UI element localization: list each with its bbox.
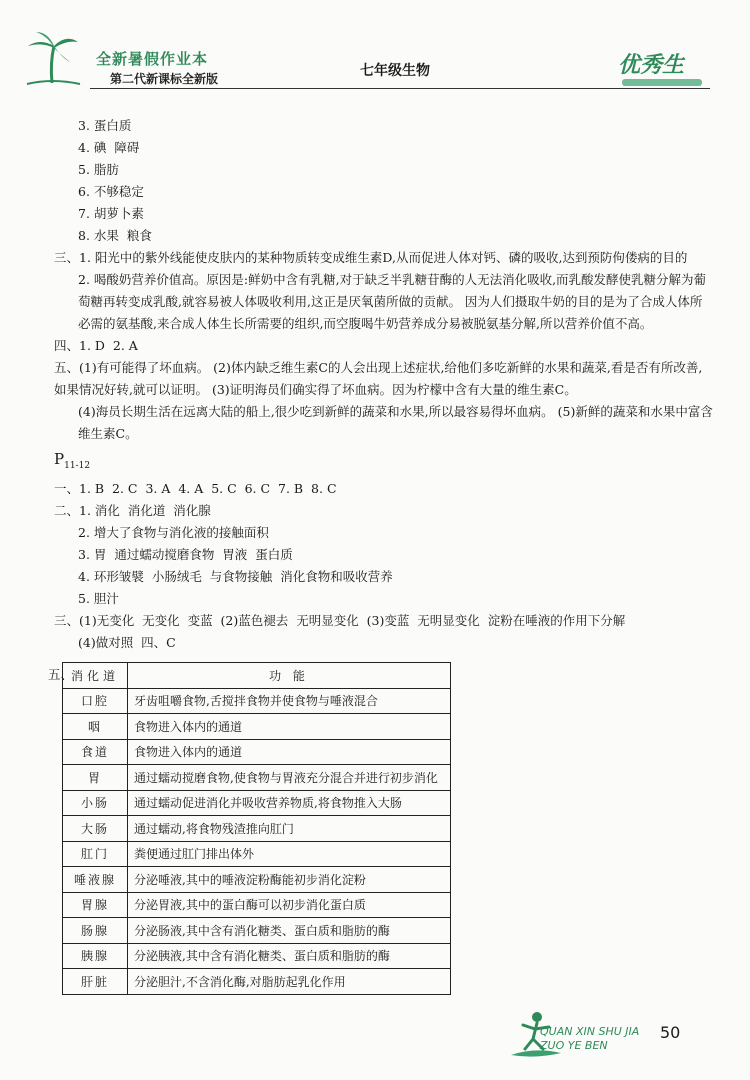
page-number: 50 bbox=[660, 1023, 681, 1042]
organ-cell: 肠腺 bbox=[63, 918, 128, 944]
footer-brand-line1: QUAN XIN SHU JIA bbox=[540, 1025, 640, 1038]
table-row bbox=[63, 688, 451, 714]
organ-cell: 咽 bbox=[63, 714, 128, 740]
answer-line: 2. 增大了食物与消化液的接触面积 bbox=[78, 525, 269, 540]
organ-cell: 食道 bbox=[63, 739, 128, 765]
table-row bbox=[63, 790, 451, 816]
answer-paragraph: 五、(1)有可能得了坏血病。 (2)体内缺乏维生素C的人会出现上述症状,给他们多吃新鲜的水果和蔬菜,看是否有所改善,如果情况好转,就可以证明。 (3)证明海员们确实得了坏血病。因为柠檬中含有大量的维生素C。 bbox=[54, 360, 703, 397]
function-cell: 分泌唾液,其中的唾液淀粉酶能初步消化淀粉 bbox=[128, 867, 451, 893]
function-cell: 通过蠕动搅磨食物,使食物与胃液充分混合并进行初步消化 bbox=[128, 765, 451, 791]
page-ref-range: 11-12 bbox=[64, 461, 91, 471]
organ-cell: 胃腺 bbox=[63, 892, 128, 918]
header-cell-organ: 消化道 bbox=[63, 663, 128, 689]
answer-line: 一、1. B 2. C 3. A 4. A 5. C 6. C 7. B 8. C bbox=[54, 481, 337, 496]
answer-paragraph: 2. 喝酸奶营养价值高。原因是:鲜奶中含有乳糖,对于缺乏半乳糖苷酶的人无法消化吸收,而乳酸发酵使乳糖分解为葡萄糖再转变成乳酸,就容易被人体吸收利用,这正是厌氧菌所做的贡献。 因为人们摄取牛奶的目的是为了合成人体所必需的氨基酸,来合成人体生长所需要的组织,而空腹喝牛奶营养成分易被脱氨基分解,所以营养价值不高。 bbox=[78, 272, 707, 331]
table-row bbox=[63, 765, 451, 791]
answer-line: 二、1. 消化 消化道 消化腺 bbox=[54, 503, 211, 518]
organ-cell: 口腔 bbox=[63, 688, 128, 714]
answer-line: 5. 胆汁 bbox=[78, 591, 119, 606]
table-row bbox=[63, 841, 451, 867]
function-cell: 分泌肠液,其中含有消化糖类、蛋白质和脂肪的酶 bbox=[128, 918, 451, 944]
function-cell: 通过蠕动促进消化并吸收营养物质,将食物推入大肠 bbox=[128, 790, 451, 816]
answer-line: 4. 碘 障碍 bbox=[78, 140, 140, 155]
answer-paragraph: (4)海员长期生活在远离大陆的船上,很少吃到新鲜的蔬菜和水果,所以最容易得坏血病。 (5)新鲜的蔬菜和水果中富含维生素C。 bbox=[78, 404, 713, 441]
table-header-row bbox=[63, 663, 451, 689]
organ-cell: 肝脏 bbox=[63, 969, 128, 995]
function-cell: 牙齿咀嚼食物,舌搅拌食物并使食物与唾液混合 bbox=[128, 688, 451, 714]
table-section-label: 五、 bbox=[48, 667, 74, 682]
answer-line: 4. 环形皱襞 小肠绒毛 与食物接触 消化食物和吸收营养 bbox=[78, 569, 393, 584]
organ-cell: 肛门 bbox=[63, 841, 128, 867]
table-row bbox=[63, 739, 451, 765]
answer-content bbox=[54, 115, 714, 654]
answer-line: (4)做对照 四、C bbox=[78, 635, 176, 650]
palm-tree-icon bbox=[22, 28, 82, 88]
right-logo: 优秀生 bbox=[618, 53, 685, 78]
organ-cell: 胃 bbox=[63, 765, 128, 791]
organ-cell: 唾液腺 bbox=[63, 867, 128, 893]
function-cell: 分泌胰液,其中含有消化糖类、蛋白质和脂肪的酶 bbox=[128, 943, 451, 969]
table-row bbox=[63, 867, 451, 893]
footer-brand-line2: ZUO YE BEN bbox=[540, 1039, 608, 1052]
organ-cell: 小肠 bbox=[63, 790, 128, 816]
header-cell-function: 功 能 bbox=[128, 663, 451, 689]
table-row bbox=[63, 714, 451, 740]
answer-line: 5. 脂肪 bbox=[78, 162, 119, 177]
page-ref-label: P bbox=[54, 450, 65, 468]
section-page-ref bbox=[54, 447, 714, 478]
table-row bbox=[63, 918, 451, 944]
brand-subtitle: 第二代新课标全新版 bbox=[110, 72, 219, 86]
table-row bbox=[63, 969, 451, 995]
organ-cell: 大肠 bbox=[63, 816, 128, 842]
answer-line: 三、(1)无变化 无变化 变蓝 (2)蓝色褪去 无明显变化 (3)变蓝 无明显变化 淀粉在唾液的作用下分解 bbox=[54, 613, 626, 628]
page-title: 七年级生物 bbox=[360, 63, 430, 79]
function-cell: 食物进入体内的通道 bbox=[128, 739, 451, 765]
answer-line: 3. 胃 通过蠕动搅磨食物 胃液 蛋白质 bbox=[78, 547, 293, 562]
organ-cell: 胰腺 bbox=[63, 943, 128, 969]
function-cell: 粪便通过肛门排出体外 bbox=[128, 841, 451, 867]
answer-line: 3. 蛋白质 bbox=[78, 118, 132, 133]
answer-line: 7. 胡萝卜素 bbox=[78, 206, 144, 221]
answer-paragraph: 三、1. 阳光中的紫外线能使皮肤内的某种物质转变成维生素D,从而促进人体对钙、磷的吸收,达到预防佝偻病的目的 bbox=[54, 250, 688, 265]
logo-underline bbox=[622, 79, 702, 86]
answer-line: 四、1. D 2. A bbox=[54, 338, 138, 353]
answer-line: 6. 不够稳定 bbox=[78, 184, 144, 199]
digestive-function-table bbox=[62, 662, 451, 995]
table-row bbox=[63, 816, 451, 842]
function-cell: 分泌胃液,其中的蛋白酶可以初步消化蛋白质 bbox=[128, 892, 451, 918]
function-cell: 分泌胆汁,不含消化酶,对脂肪起乳化作用 bbox=[128, 969, 451, 995]
table-row bbox=[63, 943, 451, 969]
brand-title: 全新暑假作业本 bbox=[96, 50, 209, 68]
page-header bbox=[0, 0, 750, 95]
answer-line: 8. 水果 粮食 bbox=[78, 228, 152, 243]
function-cell: 通过蠕动,将食物残渣推向肛门 bbox=[128, 816, 451, 842]
table-row bbox=[63, 892, 451, 918]
function-cell: 食物进入体内的通道 bbox=[128, 714, 451, 740]
footer-brand bbox=[540, 1025, 639, 1053]
header-divider bbox=[90, 88, 710, 89]
